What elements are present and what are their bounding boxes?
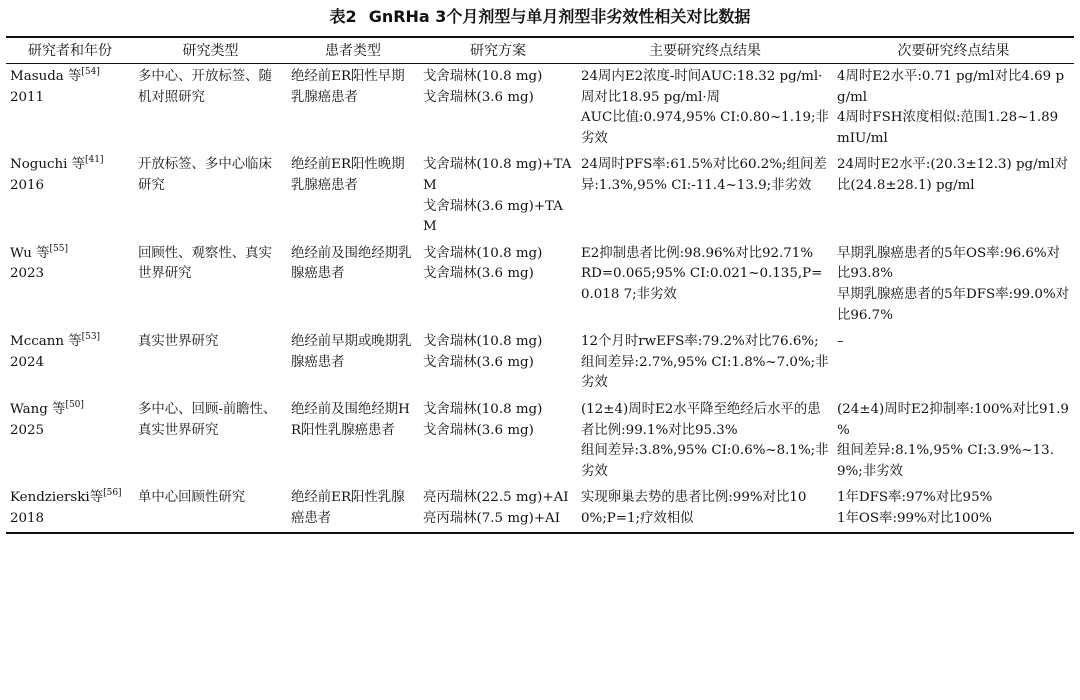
cell-study-type: 单中心回顾性研究 [134, 485, 287, 533]
reference-mark: [56] [103, 488, 122, 499]
cell-primary-endpoint [577, 64, 833, 153]
table-caption [0, 6, 1080, 28]
regimen-line: 戈舍瑞林(10.8 mg) [423, 334, 543, 350]
cell-regimen [419, 397, 577, 485]
cell-author [6, 397, 134, 485]
study-year: 2018 [10, 510, 45, 526]
author-name: Noguchi 等 [10, 157, 86, 173]
cell-secondary-endpoint [833, 397, 1074, 485]
table-row [6, 152, 1074, 240]
table-row [6, 397, 1074, 485]
study-year: 2016 [10, 177, 45, 193]
cell-regimen [419, 152, 577, 240]
study-year: 2024 [10, 354, 45, 370]
cell-study-type: 开放标签、多中心临床研究 [138, 157, 272, 193]
table-row [6, 64, 1074, 153]
regimen-line: 戈舍瑞林(10.8 mg) [423, 401, 543, 417]
reference-mark: [54] [81, 67, 100, 77]
cell-primary-endpoint [577, 485, 833, 533]
cell-secondary-endpoint [833, 241, 1074, 329]
reference-mark: [53] [81, 332, 101, 343]
primary-line: (12±4)周时E2水平降至绝经后水平的患者比例:99.1%对比95.3% [581, 401, 821, 438]
cell-author [6, 64, 134, 153]
regimen-line: 戈舍瑞林(3.6 mg) [423, 266, 534, 282]
secondary-line: 4周时E2水平:0.71 pg/ml对比4.69 pg/ml [837, 69, 1065, 105]
cell-study-type: 多中心、开放标签、随机对照研究 [138, 69, 272, 105]
study-year: 2025 [10, 422, 45, 438]
primary-line: AUC比值:0.974,95% CI:0.80~1.19;非劣效 [581, 110, 829, 146]
cell-patient-type: 绝经前ER阳性早期乳腺癌患者 [291, 69, 405, 105]
reference-mark: [50] [65, 399, 84, 410]
header-secondary-endpoint: 次要研究终点结果 [833, 37, 1074, 64]
cell-study-type: 真实世界研究 [138, 334, 219, 350]
author-name: Wu 等 [10, 245, 50, 261]
primary-line: RD=0.065;95% CI:0.021~0.135,P=0.018 7;非劣效 [581, 266, 823, 302]
primary-line: 12个月时rwEFS率:79.2%对比76.6%; [581, 334, 819, 350]
cell-patient-type: 绝经前及围绝经期乳腺癌患者 [291, 245, 412, 282]
regimen-line: 戈舍瑞林(10.8 mg)+TAM [423, 157, 572, 193]
table-header-row [6, 37, 1074, 64]
header-regimen: 研究方案 [419, 37, 577, 64]
table-row [6, 241, 1074, 329]
author-name: Wang 等 [10, 401, 66, 417]
author-name: Mccann 等 [10, 334, 82, 350]
cell-secondary-endpoint [833, 485, 1074, 533]
header-patient-type: 患者类型 [287, 37, 419, 64]
table-number: 表2 [329, 7, 357, 26]
cell-primary-endpoint [577, 329, 833, 397]
regimen-line: 戈舍瑞林(3.6 mg) [423, 89, 534, 105]
secondary-line: 24周时E2水平:(20.3±12.3) pg/ml对比(24.8±28.1) pg/ml [837, 157, 1068, 193]
secondary-line: (24±4)周时E2抑制率:100%对比91.9 % [837, 401, 1069, 438]
secondary-line: – [837, 334, 844, 350]
secondary-line: 1年OS率:99%对比100% [837, 510, 992, 526]
cell-primary-endpoint [577, 152, 833, 240]
cell-regimen [419, 64, 577, 153]
regimen-line: 戈舍瑞林(10.8 mg) [423, 69, 543, 84]
cell-patient-type: 绝经前ER阳性晚期乳腺癌患者 [291, 157, 405, 193]
cell-regimen [419, 329, 577, 397]
cell-regimen [419, 485, 577, 533]
reference-mark: [55] [49, 243, 68, 254]
table-row [6, 329, 1074, 397]
secondary-line: 早期乳腺癌患者的5年OS率:96.6%对比93.8% [837, 245, 1061, 282]
cell-regimen [419, 241, 577, 329]
header-author-year: 研究者和年份 [6, 37, 134, 64]
cell-patient-type: 绝经前ER阳性乳腺癌患者 [287, 485, 419, 533]
regimen-line: 戈舍瑞林(10.8 mg) [423, 245, 543, 261]
cell-secondary-endpoint [833, 152, 1074, 240]
primary-line: 24周时PFS率:61.5%对比60.2%;组间差异:1.3%,95% CI:-11.4~13.9;非劣效 [581, 157, 827, 193]
table-row [6, 485, 1074, 533]
study-year: 2011 [10, 89, 45, 105]
cell-secondary-endpoint [833, 329, 1074, 397]
cell-author [6, 152, 134, 240]
header-primary-endpoint: 主要研究终点结果 [577, 37, 833, 64]
regimen-line: 亮丙瑞林(7.5 mg)+AI [423, 510, 561, 526]
regimen-line: 戈舍瑞林(3.6 mg) [423, 354, 534, 370]
cell-secondary-endpoint [833, 64, 1074, 153]
reference-mark: [41] [85, 155, 104, 166]
secondary-line: 1年DFS率:97%对比95% [837, 490, 993, 506]
secondary-line: 早期乳腺癌患者的5年DFS率:99.0%对比96.7% [837, 286, 1070, 323]
author-name: Kendzierski等 [10, 490, 104, 506]
regimen-line: 亮丙瑞林(22.5 mg)+AI [423, 490, 569, 506]
cell-author [6, 485, 134, 533]
comparison-table [6, 36, 1074, 534]
cell-patient-type: 绝经前及围绝经期HR阳性乳腺癌患者 [291, 401, 410, 438]
secondary-line: 4周时FSH浓度相似:范围1.28~1.89 mIU/ml [837, 110, 1059, 146]
cell-study-type: 多中心、回顾-前瞻性、真实世界研究 [138, 401, 277, 438]
regimen-line: 戈舍瑞林(3.6 mg) [423, 422, 534, 438]
primary-line: 实现卵巢去势的患者比例:99%对比100%;P=1;疗效相似 [581, 490, 807, 526]
study-year: 2023 [10, 266, 45, 282]
cell-author [6, 241, 134, 329]
cell-patient-type: 绝经前早期或晚期乳腺癌患者 [291, 334, 412, 370]
primary-line: 24周内E2浓度-时间AUC:18.32 pg/ml·周对比18.95 pg/ml·周 [581, 69, 823, 105]
regimen-line: 戈舍瑞林(3.6 mg)+TAM [423, 198, 563, 235]
secondary-line: 组间差异:8.1%,95% CI:3.9%~13.9%;非劣效 [837, 443, 1054, 479]
cell-author [6, 329, 134, 397]
cell-primary-endpoint [577, 397, 833, 485]
header-study-type: 研究类型 [134, 37, 287, 64]
author-name: Masuda 等 [10, 69, 82, 84]
primary-line: 组间差异:3.8%,95% CI:0.6%~8.1%;非劣效 [581, 443, 829, 479]
cell-study-type: 回顾性、观察性、真实世界研究 [138, 245, 272, 282]
cell-primary-endpoint [577, 241, 833, 329]
table-title: GnRHa 3个月剂型与单月剂型非劣效性相关对比数据 [368, 7, 751, 26]
primary-line: E2抑制患者比例:98.96%对比92.71% [581, 245, 814, 261]
primary-line: 组间差异:2.7%,95% CI:1.8%~7.0%;非劣效 [581, 354, 829, 391]
